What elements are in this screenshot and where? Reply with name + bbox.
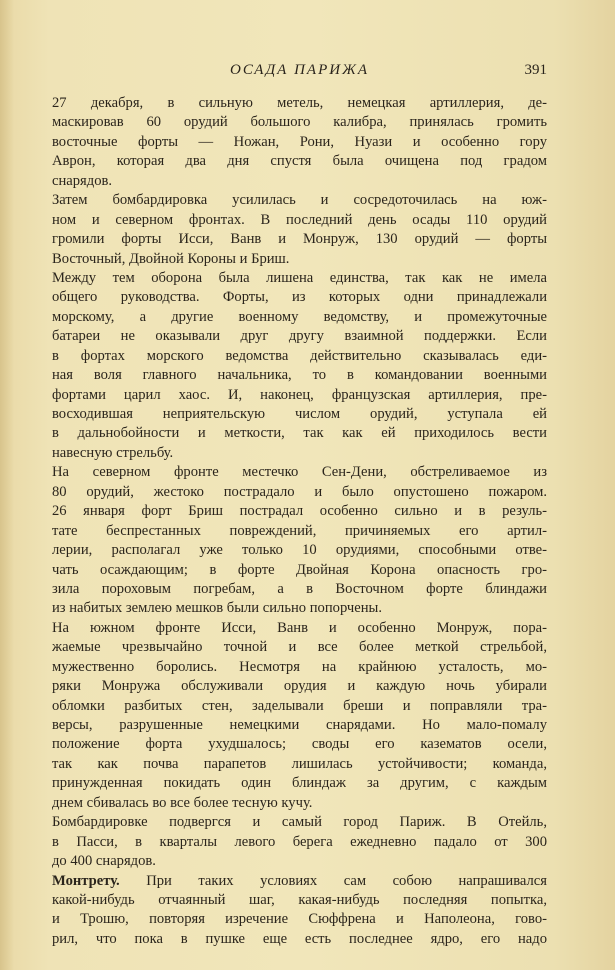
text-line [52,930,547,949]
text-line-content: какой-нибудь отчаянный шаг, какая-нибудь последняя попытка, [52,891,547,908]
text-line [52,269,547,288]
text-line-content: 26 января форт Бриш пострадал особенно сильно и в резуль- [52,503,547,520]
text-line [52,580,547,599]
running-title: ОСАДА ПАРИЖА [230,62,369,78]
text-line-content: лерии, располагал уже только 10 орудиями, способными отве- [52,542,547,559]
text-line [52,638,547,657]
text-line-content: Аврон, которая два дня спустя была очищена под градом [52,153,547,170]
text-line [52,444,547,463]
text-line-content: обломки разбитых стен, заделывали бреши и поправляли тра- [52,697,547,714]
text-line-content: ная воля главного начальника, то в командовании военными [52,367,547,384]
text-line [52,366,547,385]
text-line [52,677,547,696]
page-binding-shadow [0,0,14,970]
text-line [52,891,547,910]
text-line-content: в Пасси, в кварталы левого берега ежедневно падало от 300 [52,833,547,850]
text-line-content: в фортах морского ведомства действительно сказывалась еди- [52,347,547,364]
text-line [52,308,547,327]
text-line [52,211,547,230]
text-line-content: Восточный, Двойной Короны и Бриш. [52,250,290,267]
text-line-content: На южном фронте Исси, Ванв и особенно Монруж, пора- [52,619,547,636]
text-line-content: версы, разрушенные немецкими снарядами. Но мало-помалу [52,717,547,733]
text-line-content: положение форта ухудшалось; своды его казематов осели, [52,736,547,753]
text-line [52,463,547,482]
text-line-content: ном и северном фронтах. В последний день осады 110 орудий [52,211,547,228]
text-line-content: Бомбардировке подвергся и самый город Париж. В Отейль, [52,814,547,831]
text-line-content: навесную стрельбу. [52,444,174,461]
text-line-content: общего руководства. Форты, из которых одни принадлежали [52,289,547,306]
text-line-content: чать осаждающим; в форте Двойная Корона опасность гро- [52,561,547,578]
text-line-content: восходившая неприятельскую числом орудий, уступала ей [52,406,547,422]
text-line-content: На северном фронте местечко Сен-Дени, обстреливаемое из [52,464,547,481]
text-line-content: При таких условиях сам собою напрашивался [119,872,547,889]
text-line-content: Затем бомбардировка усилилась и сосредоточилась на юж- [52,192,547,209]
text-line [52,405,547,424]
text-line [52,541,547,560]
body-text [52,94,547,949]
text-line [52,561,547,580]
text-line [52,852,547,871]
text-line [52,697,547,716]
text-line-content: восточные форты — Ножан, Рони, Нуази и особенно гору [52,133,547,150]
text-line [52,347,547,366]
text-line [52,133,547,152]
text-line [52,599,547,618]
text-line [52,910,547,929]
text-line-content: до 400 снарядов. [52,853,156,870]
text-line [52,250,547,269]
text-line-content: морскому, а другие военному ведомству, и промежуточные [52,308,547,325]
text-line-content: так как почва парапетов лишилась устойчивости; команда, [52,755,547,772]
text-line [52,483,547,502]
text-line-content: и Трошю, повторяя изречение Сюффрена и Наполеона, гово- [52,911,547,928]
text-line-content: батареи не оказывали друг другу взаимной поддержки. Если [52,328,547,345]
text-line [52,813,547,832]
text-line-content: 80 орудий, жестоко пострадало и было опустошено пожаром. [52,483,547,500]
text-line-content: днем сбивалась во все более тесную кучу. [52,794,313,811]
text-line-content: Между тем оборона была лишена единства, так как не имела [52,269,547,286]
text-line [52,522,547,541]
text-line [52,502,547,521]
text-line [52,288,547,307]
text-line [52,716,547,735]
text-line-content: жаемые чрезвычайно точной и все более меткой стрельбой, [52,639,547,656]
text-line [52,619,547,638]
text-line-content: в дальнобойности и меткости, так как ей приходилось вести [52,425,547,442]
text-line [52,658,547,677]
text-line [52,230,547,249]
text-line-content: мужественно боролись. Несмотря на крайнюю усталость, мо- [52,658,547,675]
page-number: 391 [524,62,547,78]
text-line-content: снарядов. [52,172,113,189]
text-line [52,872,547,891]
text-line-content: из набитых землею мешков были сильно попорчены. [52,600,382,617]
text-line [52,327,547,346]
text-line [52,774,547,793]
text-line [52,833,547,852]
text-line [52,424,547,443]
text-line [52,191,547,210]
text-line-content: 27 декабря, в сильную метель, немецкая артиллерия, де- [52,95,547,111]
text-line-content: принужденная покидать один блиндаж за другим, с каждым [52,775,547,792]
section-run-in-heading: Монтрету. [52,872,120,889]
text-line [52,152,547,171]
text-line [52,755,547,774]
page-header [52,62,547,84]
text-line [52,794,547,813]
text-line [52,172,547,191]
text-line [52,113,547,132]
text-line-content: тате беспрестанных повреждений, причиняемых его артил- [52,522,547,539]
text-line-content: громили форты Исси, Ванв и Монруж, 130 орудий — форты [52,231,547,248]
text-line [52,94,547,113]
text-line [52,735,547,754]
text-line-content: зила пороховым погребам, а в Восточном форте блиндажи [52,580,547,597]
text-line-content: ряки Монружа обслуживали орудия и каждую ночь убирали [52,678,547,695]
text-line-content: маскировав 60 орудий большого калибра, принялась громить [52,114,547,131]
text-line [52,386,547,405]
text-line-content: рил, что пока в пушке еще есть последнее ядро, его надо [52,930,547,947]
text-line-content: фортами царил хаос. И, наконец, французская артиллерия, пре- [52,386,547,403]
